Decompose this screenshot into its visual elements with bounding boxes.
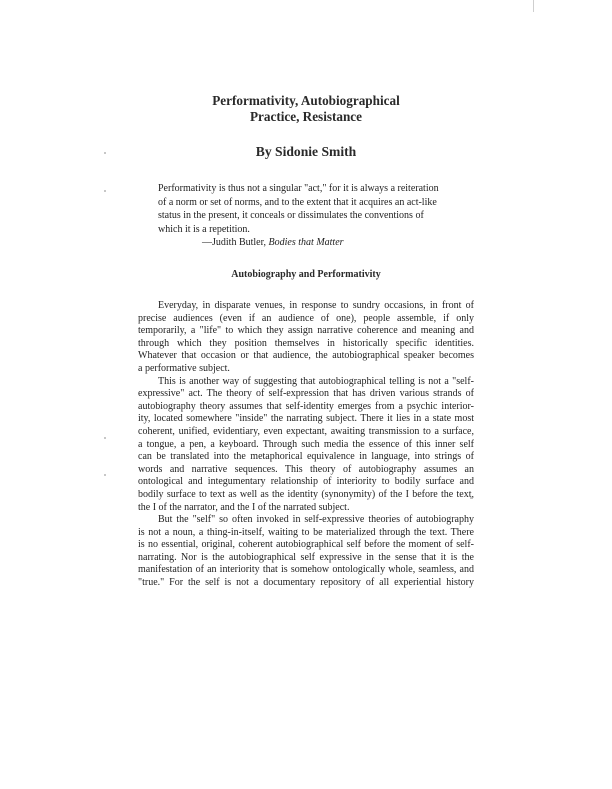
epigraph-line: which it is a repetition. [158,223,250,235]
title-line-2: Practice, Resistance [249,109,363,124]
body-line: through which they position themselves in historically specific identities. [138,337,474,349]
body-line: bodily surface to text as well as the identity (synonymity) of the I before the text, [138,488,474,500]
body-line: a performative subject. [138,362,230,374]
epigraph-attribution [158,236,460,250]
body-line: This is another way of suggesting that autobiographical telling is not a "self- [158,375,474,387]
epigraph-line: status in the present, it conceals or dissimulates the conventions of [158,210,424,221]
body-line: autobiography theory assumes that self-identity emerges from a psychic interior- [138,400,474,412]
body-line: coherent, unified, evidentiary, even expectant, awaiting transmission to a surface, [138,425,474,437]
epigraph [158,182,460,250]
body-line: But the "self" so often invoked in self-expressive theories of autobiography [158,514,474,526]
body-line: a tongue, a pen, a keyboard. Through such media the essence of this inner self [138,438,474,450]
body-line: is no essential, original, coherent autobiographical self before the moment of self- [138,539,474,551]
body-line: is not a noun, a thing-in-itself, waiting to be materialized through the text. There [138,526,474,538]
scan-edge-mark [533,0,534,12]
body-line: narrating. Nor is the autobiographical self expressive in the sense that it is the [138,551,474,563]
body-text [138,300,474,590]
section-heading: Autobiography and Performativity [231,269,381,280]
body-line: manifestation of an interiority that is somehow ontologically whole, seamless, and [138,564,474,576]
body-line: can be translated into the metaphorical equivalence in language, into strings of [138,451,474,463]
body-line: ontological and integumentary relationship of interiority to bodily surface and [138,476,474,488]
body-line: expressive" act. The theory of self-expression that has driven various strands of [138,388,474,400]
body-line: ity, located somewhere "inside" the narrating subject. There it lies in a state most [138,413,474,425]
body-line: words and narrative sequences. This theory of autobiography assumes an [138,463,474,475]
scan-speck [104,190,106,192]
author-byline: By Sidonie Smith [255,144,357,159]
epigraph-line: Performativity is thus not a singular "act," for it is always a reiteration [158,183,439,194]
attribution-author: —Judith Butler, [202,237,269,248]
body-line: Whatever that occasion or that audience, the autobiographical speaker becomes [138,350,474,362]
body-line: precise audiences (even if an audience of one), people assemble, if only [138,312,474,324]
title-line-1: Performativity, Autobiographical [212,93,400,108]
scan-speck [104,474,106,476]
body-line: Everyday, in disparate venues, in response to sundry occasions, in front of [158,300,474,311]
body-line: "true." For the self is not a documentary repository of all experiential history [138,577,474,589]
body-line: temporarily, a "life" to which they assign narrative coherence and meaning and [138,325,474,337]
scan-speck [104,437,106,439]
epigraph-line: of a norm or set of norms, and to the extent that it acquires an act-like [158,196,437,208]
attribution-work: Bodies that Matter [268,237,344,248]
body-line: the I of the narrator, and the I of the narrated subject. [138,501,350,513]
article-title [0,93,612,125]
